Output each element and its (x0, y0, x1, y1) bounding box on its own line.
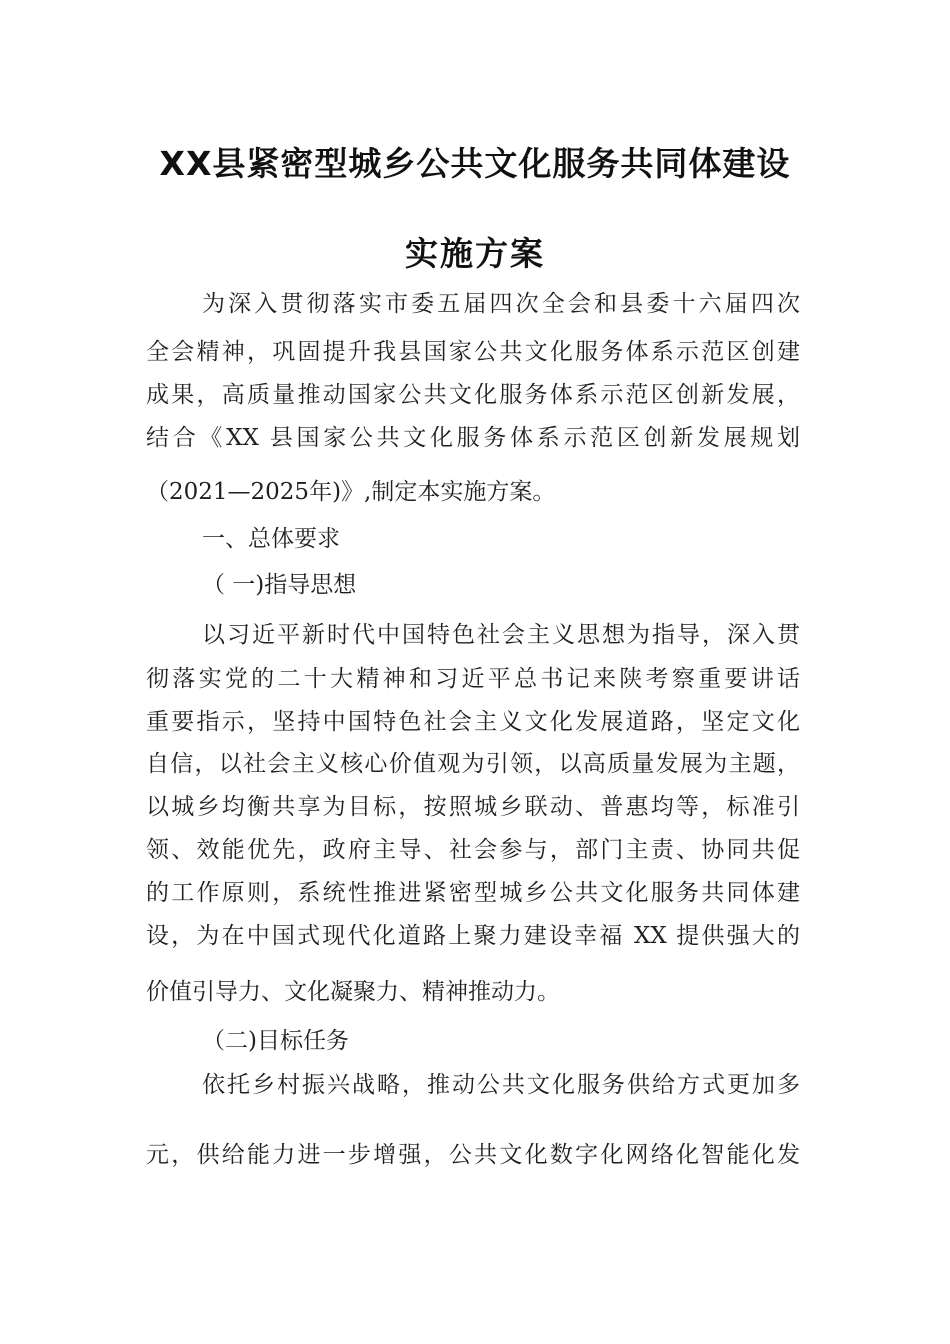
paragraph-line: 重要指示，坚持中国特色社会主义文化发展道路，坚定文化 (146, 709, 800, 735)
paragraph-line: 彻落实党的二十大精神和习近平总书记来陕考察重要讲话 (146, 666, 800, 692)
paragraph-line: 设，为在中国式现代化道路上聚力建设幸福 XX 提供强大的 (146, 923, 800, 949)
paragraph-line: 以习近平新时代中国特色社会主义思想为指导，深入贯 (202, 622, 800, 648)
paragraph-line: 为深入贯彻落实市委五届四次全会和县委十六届四次 (202, 291, 800, 317)
paragraph-line: 自信，以社会主义核心价值观为引领，以高质量发展为主题， (146, 751, 800, 777)
paragraph-line: （2021—2025年)》,制定本实施方案。 (146, 479, 556, 505)
paragraph-line: 领、效能优先，政府主导、社会参与，部门主责、协同共促 (146, 837, 800, 863)
section-heading: 一、总体要求 (202, 526, 340, 552)
paragraph-line: 全会精神，巩固提升我县国家公共文化服务体系示范区创建 (146, 339, 800, 365)
paragraph-line: 依托乡村振兴战略，推动公共文化服务供给方式更加多 (202, 1072, 800, 1098)
document-subtitle: 实施方案 (405, 234, 545, 273)
paragraph-line: 价值引导力、文化凝聚力、精神推动力。 (146, 979, 560, 1005)
paragraph-line: 的工作原则，系统性推进紧密型城乡公共文化服务共同体建 (146, 880, 800, 906)
document-title: XX县紧密型城乡公共文化服务共同体建设 (159, 144, 791, 183)
paragraph-line: 以城乡均衡共享为目标，按照城乡联动、普惠均等，标准引 (146, 794, 800, 820)
paragraph-line: 成果，高质量推动国家公共文化服务体系示范区创新发展， (146, 382, 800, 408)
subsection-heading: （ 一)指导思想 (202, 572, 357, 598)
paragraph-line: 结合《XX 县国家公共文化服务体系示范区创新发展规划 (146, 425, 800, 451)
subsection-heading: （二)目标任务 (202, 1028, 349, 1054)
paragraph-line: 元，供给能力进一步增强，公共文化数字化网络化智能化发 (146, 1142, 800, 1168)
